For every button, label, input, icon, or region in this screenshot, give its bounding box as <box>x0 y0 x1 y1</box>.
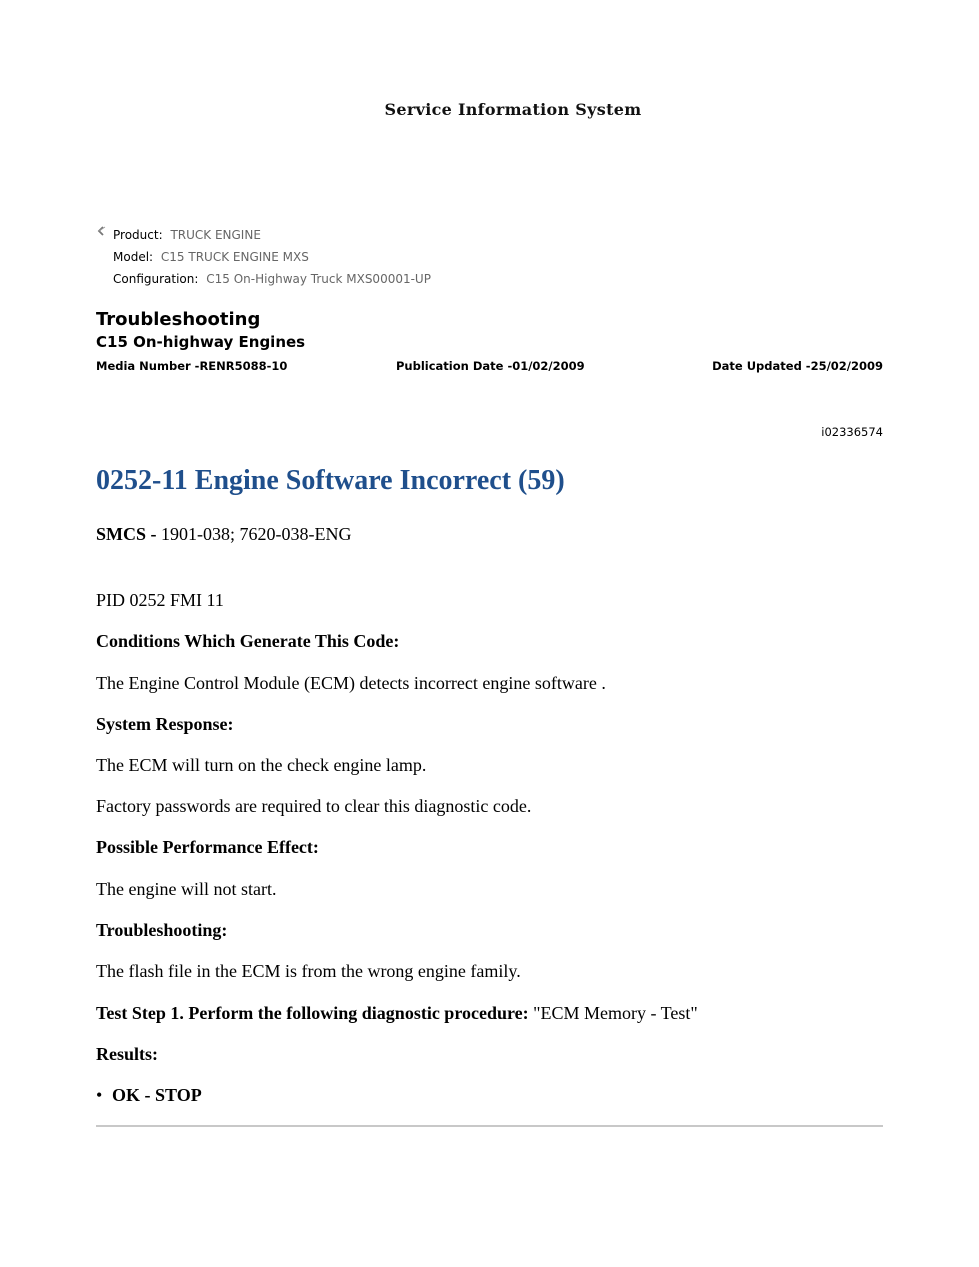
article-title: 0252-11 Engine Software Incorrect (59) <box>96 465 565 496</box>
divider <box>96 1125 883 1127</box>
effect-text: The engine will not start. <box>96 879 277 899</box>
system-title: Service Information System <box>384 100 642 119</box>
conditions-heading: Conditions Which Generate This Code: <box>96 631 400 651</box>
result-item-label: OK - STOP <box>112 1085 202 1105</box>
response-heading: System Response: <box>96 714 234 734</box>
troubleshooting-text: The flash file in the ECM is from the wrong engine family. <box>96 961 521 981</box>
date-updated: Date Updated -25/02/2009 <box>712 359 883 373</box>
product-value: TRUCK ENGINE <box>170 228 261 242</box>
document-heading <box>96 309 305 353</box>
chevron-left-icon[interactable] <box>96 225 106 237</box>
test-step-line <box>96 1002 698 1024</box>
smcs-label: SMCS - <box>96 524 162 544</box>
section-title: Troubleshooting <box>96 309 261 330</box>
troubleshooting-heading: Troubleshooting: <box>96 920 228 940</box>
product-row <box>96 224 431 246</box>
configuration-value: C15 On-Highway Truck MXS00001-UP <box>206 272 431 286</box>
configuration-row <box>96 268 431 290</box>
results-heading: Results: <box>96 1044 158 1064</box>
publication-date: Publication Date -01/02/2009 <box>396 359 585 373</box>
test-step-label: Test Step 1. Perform the following diagnostic procedure: <box>96 1003 529 1023</box>
media-number: Media Number -RENR5088-10 <box>96 359 288 373</box>
subsection-title: C15 On-highway Engines <box>96 333 306 351</box>
model-label: Model: <box>113 250 154 264</box>
document-id: i02336574 <box>821 425 883 439</box>
response-text-1: The ECM will turn on the check engine lamp. <box>96 755 427 775</box>
product-label: Product: <box>113 228 163 242</box>
bullet-icon: • <box>96 1085 103 1105</box>
response-text-2: Factory passwords are required to clear this diagnostic code. <box>96 796 532 816</box>
product-info <box>96 224 431 290</box>
conditions-text: The Engine Control Module (ECM) detects incorrect engine software . <box>96 673 606 693</box>
test-step-procedure-link[interactable]: "ECM Memory - Test" <box>528 1003 698 1023</box>
chevron-left-icon-graphic <box>96 225 106 237</box>
model-row <box>96 246 431 268</box>
effect-heading: Possible Performance Effect: <box>96 837 319 857</box>
smcs-line <box>96 523 352 545</box>
configuration-label: Configuration: <box>113 272 199 286</box>
pid-line: PID 0252 FMI 11 <box>96 590 224 610</box>
model-value: C15 TRUCK ENGINE MXS <box>160 250 309 264</box>
list-item <box>96 1084 202 1106</box>
smcs-value: 1901-038; 7620-038-ENG <box>161 524 352 544</box>
